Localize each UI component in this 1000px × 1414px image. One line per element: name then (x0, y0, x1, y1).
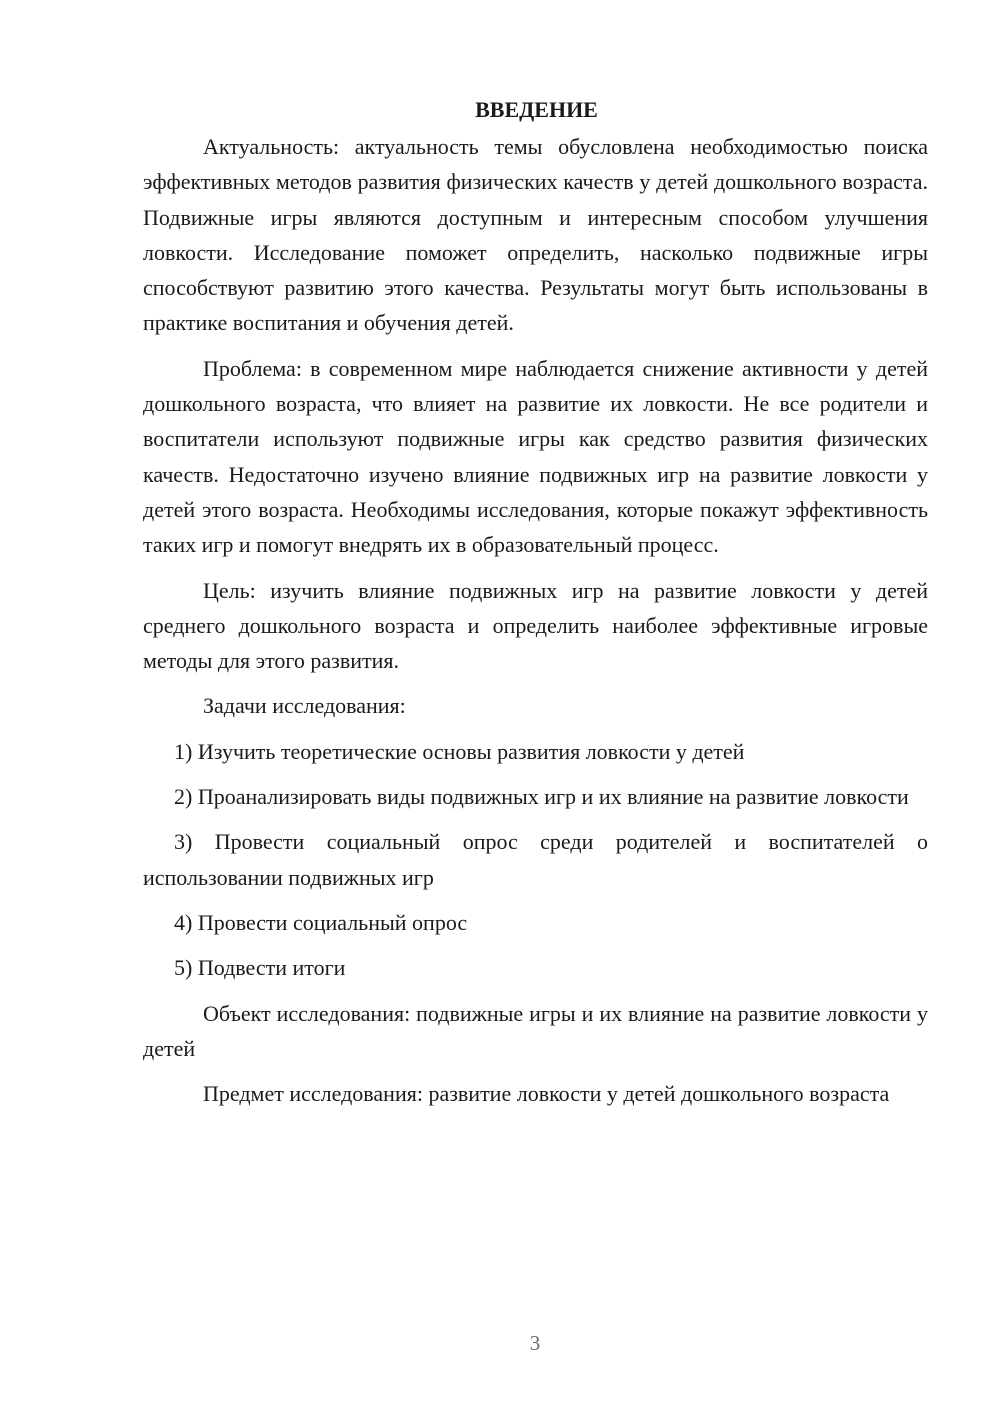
page-number: 3 (529, 1331, 541, 1355)
subject-paragraph: Предмет исследования: развитие ловкости у детей дошкольного возраста (203, 1081, 890, 1107)
task-item-5: 5) Подвести итоги (174, 955, 346, 981)
section-heading: ВВЕДЕНИЕ (475, 97, 598, 122)
relevance-paragraph: Актуальность: актуальность темы обусловлена необходимостью поиска эффективных методов развития физических качеств у детей дошкольного возраста. Подвижные игры являются доступным и интересным способом улучшения ловкости. Исследование поможет определить, насколько подвижные игры способствуют развитию этого качества. Результаты могут быть использованы в практике воспитания и обучения детей. (143, 134, 928, 336)
task-item-2: 2) Проанализировать виды подвижных игр и их влияние на развитие ловкости (174, 784, 909, 810)
problem-paragraph: Проблема: в современном мире наблюдается снижение активности у детей дошкольного возраста, что влияет на развитие их ловкости. Не все родители и воспитатели используют подвижные игры как средство развития физических качеств. Недостаточно изучено влияние подвижных игр на развитие ловкости у детей этого возраста. Необходимы исследования, которые покажут эффективность таких игр и помогут внедрять их в образовательный процесс. (143, 355, 928, 558)
document-page (143, 92, 928, 1121)
goal-paragraph: Цель: изучить влияние подвижных игр на развитие ловкости у детей среднего дошкольного возраста и определить наиболее эффективные игровые методы для этого развития. (143, 577, 928, 674)
task-item-4: 4) Провести социальный опрос (174, 909, 468, 935)
task-item-3: 3) Провести социальный опрос среди родителей и воспитателей о использовании подвижных игр (143, 829, 928, 890)
tasks-intro: Задачи исследования: (203, 693, 406, 719)
task-item-1: 1) Изучить теоретические основы развития ловкости у детей (174, 738, 745, 764)
object-paragraph: Объект исследования: подвижные игры и их влияние на развитие ловкости у детей (143, 1000, 928, 1061)
